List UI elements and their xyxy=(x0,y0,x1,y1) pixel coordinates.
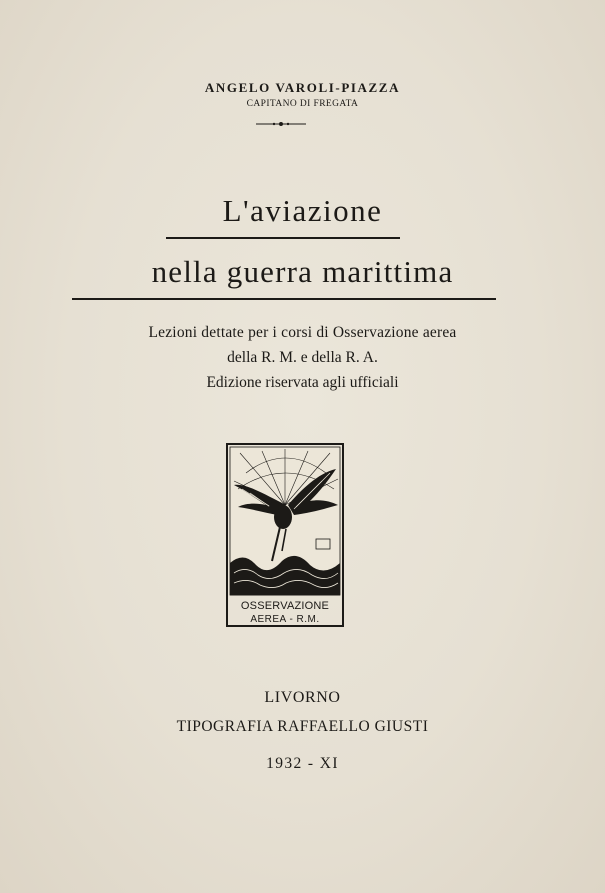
subtitle-line-1: Lezioni dettate per i corsi di Osservazione aerea xyxy=(148,324,457,341)
title-line-2: nella guerra marittima xyxy=(151,254,454,289)
imprint-year: 1932 - XI xyxy=(266,755,339,772)
author-rank: CAPITANO DI FREGATA xyxy=(246,99,359,109)
eagle-over-waves-icon xyxy=(226,443,344,627)
subtitle-line-2: della R. M. e della R. A. xyxy=(227,349,378,366)
divider-ornament xyxy=(256,120,306,128)
author-name: ANGELO VAROLI-PIAZZA xyxy=(204,80,401,95)
subtitle-line-3: Edizione riservata agli ufficiali xyxy=(206,374,399,391)
title-underline-1 xyxy=(166,237,400,239)
title-line-1: L'aviazione xyxy=(222,193,383,228)
imprint-printer: TIPOGRAFIA RAFFAELLO GIUSTI xyxy=(176,718,429,735)
title-underline-2 xyxy=(72,298,496,300)
svg-text:OSSERVAZIONE: OSSERVAZIONE xyxy=(240,600,330,612)
imprint-city: LIVORNO xyxy=(264,689,341,706)
svg-text:AEREA - R.M.: AEREA - R.M. xyxy=(250,614,320,625)
